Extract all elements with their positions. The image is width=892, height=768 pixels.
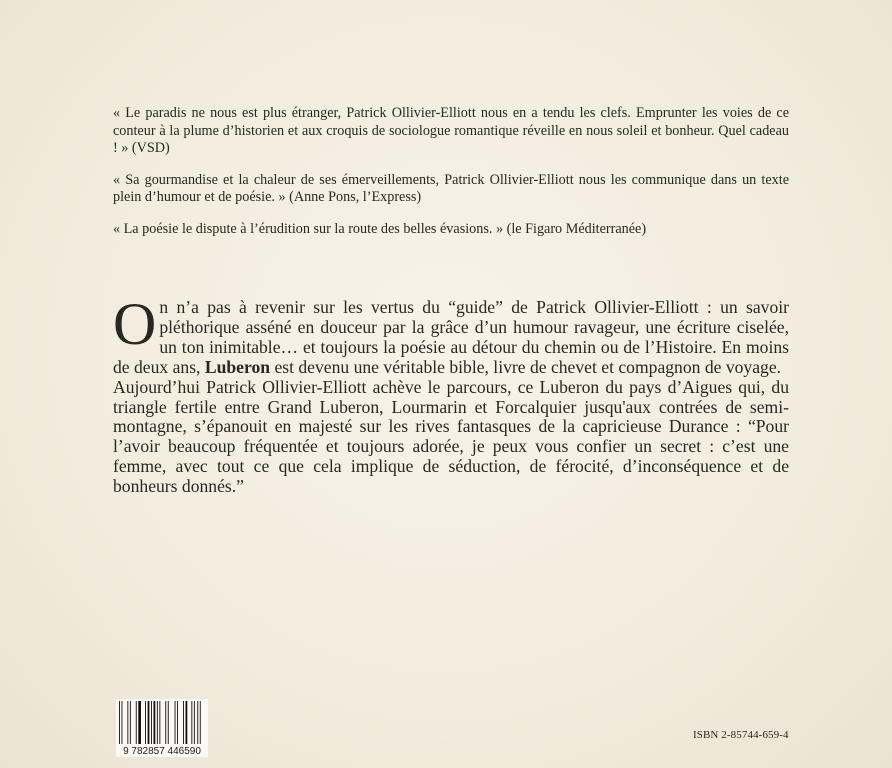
paragraph-1-text-b: est devenu une véritable bible, livre de chevet et compagnon de voyage. xyxy=(270,356,782,377)
barcode-bar xyxy=(191,701,192,744)
barcode-bar xyxy=(200,701,201,744)
barcode-bar xyxy=(130,701,131,744)
description-paragraph-1 xyxy=(113,291,789,378)
barcode-bar xyxy=(186,701,188,744)
barcode-bar xyxy=(127,701,128,744)
barcode-bar xyxy=(197,701,198,744)
quote-vsd: « Le paradis ne nous est plus étranger, Patrick Ollivier-Elliott nous en a tendu les clefs. Emprunter les voies de ce conteur à la plume d’historien et aux croquis de sociologue romantique réveille en nous soleil et bonheur. Quel cadeau ! » (VSD) xyxy=(113,105,789,156)
barcode-bar xyxy=(177,701,178,744)
barcode xyxy=(116,699,208,757)
quote-express: « Sa gourmandise et la chaleur de ses émerveillements, Patrick Ollivier-Elliott nous les communique dans un texte plein d’humour et de poésie. » (Anne Pons, l’Express) xyxy=(113,171,789,205)
barcode-bar xyxy=(159,701,160,744)
barcode-bar xyxy=(119,701,120,744)
barcode-bar xyxy=(154,701,156,744)
review-quotes xyxy=(113,105,789,252)
description-paragraph-2: Aujourd’hui Patrick Ollivier-Elliott achève le parcours, ce Luberon du pays d’Aigues qui, du triangle fertile entre Grand Luberon, Lourmarin et Forcalquier jusqu'aux contrées de semi-montagne, s’épanouit en majesté sur les rives fantasques de la capricieuse Durance : “Pour l’avoir beaucoup fréquentée et toujours adorée, je peux vous confier un secret : c’est une femme, avec tout ce que cela implique de séduction, de férocité, d’inconséquence et de bonheurs donnés.” xyxy=(113,376,789,497)
barcode-bar xyxy=(165,701,166,744)
barcode-bar xyxy=(194,701,195,744)
barcode-bar xyxy=(175,701,176,744)
barcode-bar xyxy=(183,701,184,744)
barcode-bar xyxy=(148,701,150,744)
book-title-luberon: Luberon xyxy=(204,356,271,377)
barcode-bar xyxy=(122,701,123,744)
description-text xyxy=(113,291,789,497)
barcode-bars xyxy=(116,699,208,757)
drop-cap: O xyxy=(113,291,157,357)
barcode-bar xyxy=(138,701,141,744)
barcode-bar xyxy=(168,701,169,744)
isbn-number: ISBN 2-85744-659-4 xyxy=(693,729,789,741)
barcode-bar xyxy=(151,701,152,744)
paragraph-1-text-a: n n’a pas à revenir sur les vertus du “guide” de Patrick Ollivier-Elliott : un savoir pléthorique asséné en douceur par la grâce d’un humour ravageur, une écriture ciselée, un ton inimitable… et toujours la poésie au détour du chemin ou de l’Histoire. En moins de deux ans, xyxy=(113,297,789,377)
quote-figaro: « La poésie le dispute à l’érudition sur la route des belles évasions. » (le Figaro Méditerranée) xyxy=(113,220,647,237)
barcode-bar xyxy=(145,701,146,744)
barcode-bar xyxy=(136,701,137,744)
barcode-digits: 9 782857 446590 xyxy=(123,746,201,757)
barcode-bar xyxy=(157,701,158,744)
